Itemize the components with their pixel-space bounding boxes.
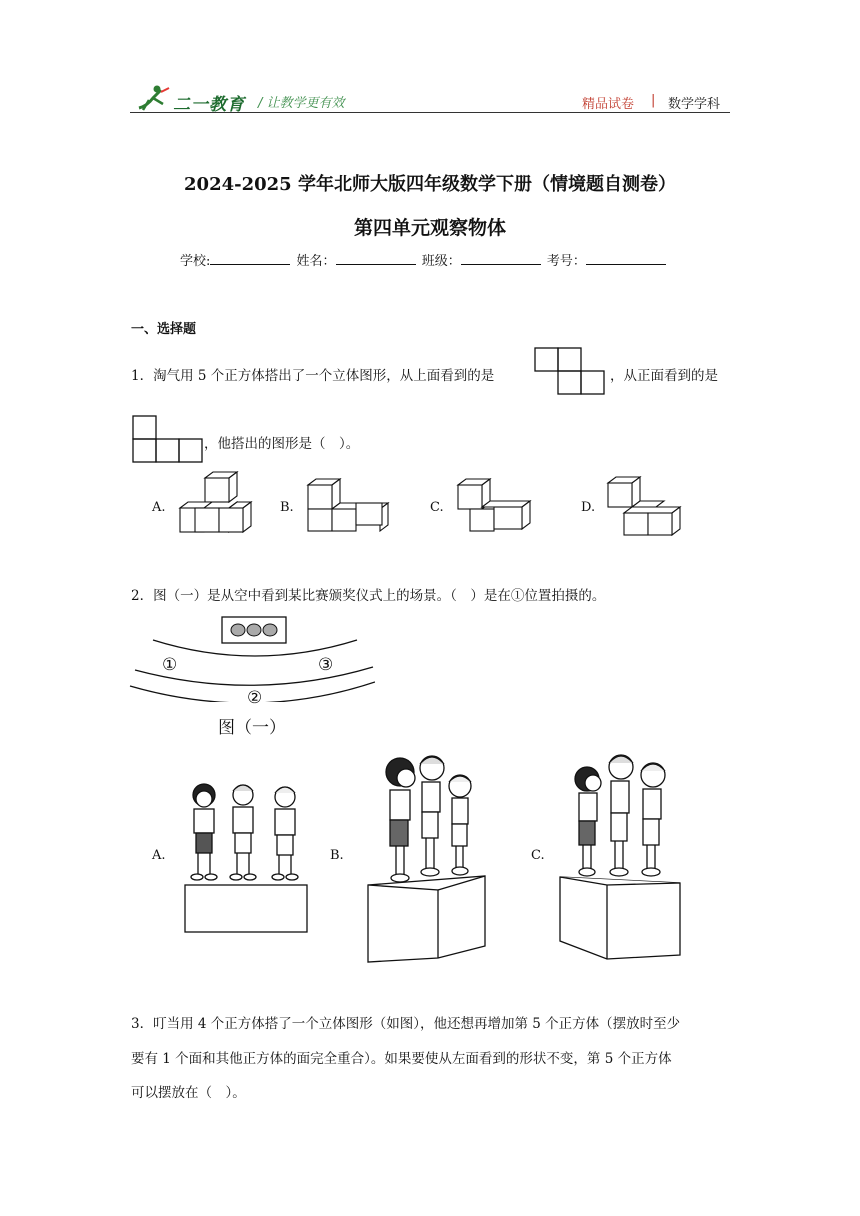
- q1-text-a: 1．淘气用 5 个正方体搭出了一个立体图形，从上面看到的是: [131, 368, 495, 384]
- q1-front-view-figure: [132, 415, 204, 463]
- q3-text-line3: 可以摆放在（ ）。: [131, 1085, 246, 1101]
- q2-option-c-figure[interactable]: [555, 745, 685, 960]
- q1-option-c-label[interactable]: C.: [430, 500, 444, 515]
- header-separator: |: [651, 93, 656, 108]
- exam-no-label: 考号：: [546, 254, 586, 269]
- unit-title: 第四单元观察物体: [353, 217, 506, 239]
- page-title: 2024-2025 学年北师大版四年级数学下册（情境题自测卷）: [184, 174, 676, 195]
- school-field[interactable]: [210, 252, 290, 265]
- q2-figure-caption: 图（一）: [218, 718, 286, 738]
- class-field[interactable]: [461, 252, 541, 265]
- q1-text-c: ，他搭出的图形是（ ）。: [204, 436, 360, 452]
- q2-option-c-label[interactable]: C.: [531, 848, 545, 863]
- section-heading: 一、选择题: [131, 322, 197, 337]
- q2-option-b-label[interactable]: B.: [330, 848, 344, 863]
- name-field[interactable]: [336, 252, 416, 265]
- name-label: 姓名：: [296, 254, 336, 269]
- class-label: 班级：: [421, 254, 461, 269]
- school-label: 学校:: [180, 254, 211, 269]
- q1-option-c-figure[interactable]: [450, 475, 540, 535]
- header-tag-subject: 数学学科: [668, 97, 721, 112]
- logo-text: 二一教育: [173, 95, 245, 115]
- q3-text-line1: 3．叮当用 4 个正方体搭了一个立体图形（如图），他还想再增加第 5 个正方体（摆放时至少: [131, 1016, 681, 1032]
- logo: [135, 84, 171, 112]
- header-rule: [130, 112, 730, 113]
- q1-option-a-label[interactable]: A.: [152, 500, 166, 515]
- q1-option-b-label[interactable]: B.: [280, 500, 294, 515]
- runner-icon: [135, 84, 171, 112]
- q1-text-b: ，从正面看到的是: [610, 368, 718, 384]
- q1-top-view-figure: [534, 347, 606, 395]
- q3-text-line2: 要有 1 个面和其他正方体的面完全重合）。如果要使从左面看到的形状不变，第 5 个正方体: [131, 1051, 672, 1067]
- q1-option-b-figure[interactable]: [300, 475, 400, 535]
- q2-position-2: ②: [247, 688, 263, 708]
- q1-option-d-label[interactable]: D.: [581, 500, 596, 515]
- q2-text: 2．图（一）是从空中看到某比赛颁奖仪式上的场景。（ ）是在①位置拍摄的。: [131, 588, 606, 604]
- student-info-row: [180, 250, 668, 269]
- header-tag-paper: 精品试卷: [582, 97, 635, 112]
- q2-option-a-label[interactable]: A.: [152, 848, 166, 863]
- q2-option-b-figure[interactable]: [360, 750, 495, 965]
- q1-option-a-figure[interactable]: [170, 470, 260, 540]
- exam-no-field[interactable]: [586, 252, 666, 265]
- q1-option-d-figure[interactable]: [600, 475, 690, 537]
- slogan: / 让教学更有效: [258, 96, 345, 111]
- q2-option-a-figure[interactable]: [180, 775, 310, 935]
- q2-position-1: ①: [162, 655, 178, 675]
- q2-position-3: ③: [318, 655, 334, 675]
